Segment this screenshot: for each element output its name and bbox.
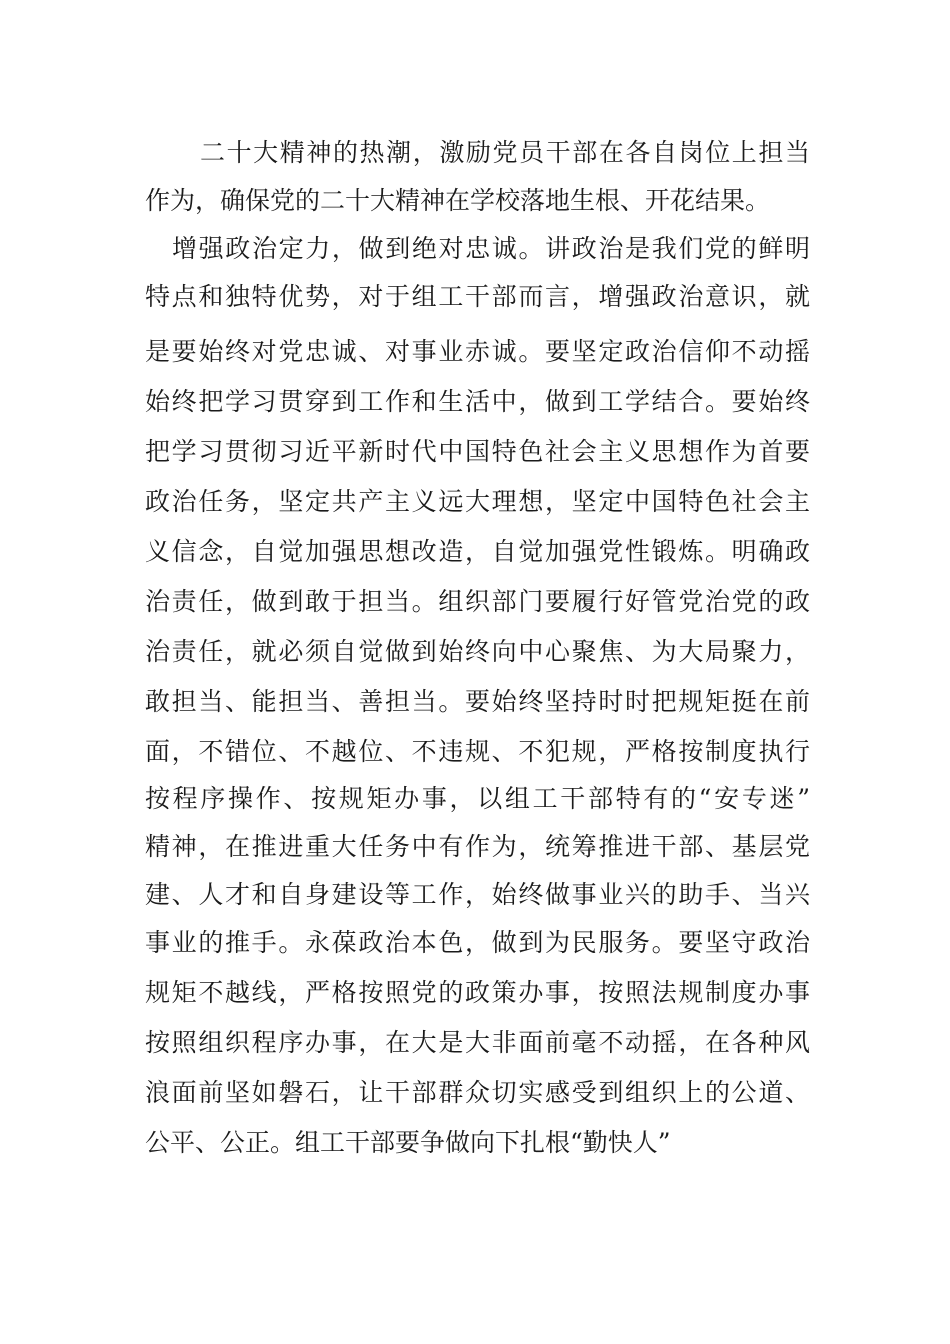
text-line-15: 精神，在推进重大任务中有作为，统筹推进干部、基层党	[145, 832, 810, 861]
text-line-20: 浪面前坚如磐石，让干部群众切实感受到组织上的公道、	[145, 1078, 810, 1107]
text-line-9: 义信念，自觉加强思想改造，自觉加强党性锻炼。明确政	[145, 537, 810, 566]
text-line-19: 按照组织程序办事，在大是大非面前毫不动摇，在各种风	[145, 1028, 810, 1057]
text-line-13: 面，不错位、不越位、不违规、不犯规，严格按制度执行	[145, 737, 810, 766]
text-line-18: 规矩不越线，严格按照党的政策办事，按照法规制度办事	[145, 978, 810, 1007]
text-line-2: 作为，确保党的二十大精神在学校落地生根、开花结果。	[145, 186, 771, 215]
text-line-11: 治责任，就必须自觉做到始终向中心聚焦、为大局聚力，	[145, 637, 810, 666]
text-line-7: 把学习贯彻习近平新时代中国特色社会主义思想作为首要	[145, 437, 810, 466]
text-line-14: 按程序操作、按规矩办事，以组工干部特有的“安专迷”	[145, 784, 810, 813]
text-line-3: 增强政治定力，做到绝对忠诚。讲政治是我们党的鲜明	[172, 234, 810, 263]
text-line-1: 二十大精神的热潮，激励党员干部在各自岗位上担当	[200, 138, 810, 167]
text-line-4: 特点和独特优势，对于组工干部而言，增强政治意识，就	[145, 282, 810, 311]
text-line-10: 治责任，做到敢于担当。组织部门要履行好管党治党的政	[145, 587, 810, 616]
text-line-5: 是要始终对党忠诚、对事业赤诚。要坚定政治信仰不动摇	[145, 337, 810, 366]
text-line-16: 建、人才和自身建设等工作，始终做事业兴的助手、当兴	[145, 880, 810, 909]
text-line-12: 敢担当、能担当、善担当。要始终坚持时时把规矩挺在前	[145, 687, 810, 716]
text-line-21: 公平、公正。组工干部要争做向下扎根“勤快人”	[145, 1128, 671, 1157]
text-line-8: 政治任务，坚定共产主义远大理想，坚定中国特色社会主	[145, 487, 810, 516]
text-line-17: 事业的推手。永葆政治本色，做到为民服务。要坚守政治	[145, 928, 810, 957]
text-line-6: 始终把学习贯穿到工作和生活中，做到工学结合。要始终	[145, 387, 810, 416]
